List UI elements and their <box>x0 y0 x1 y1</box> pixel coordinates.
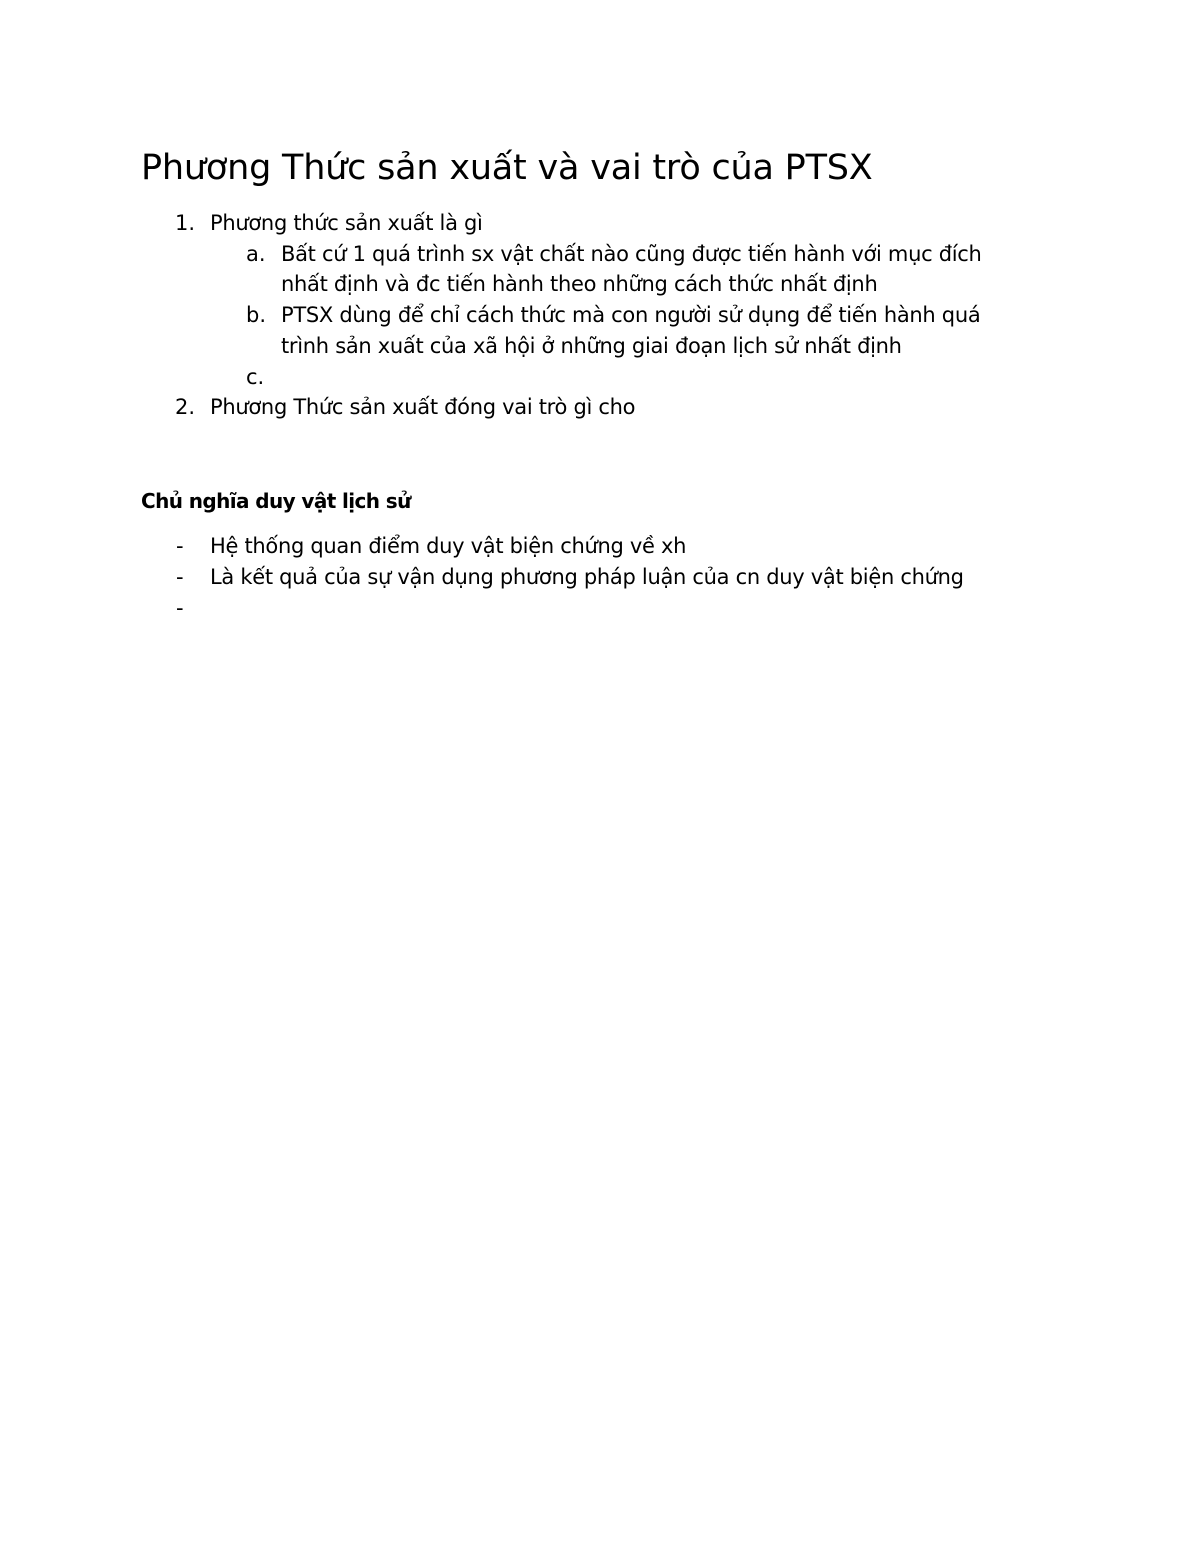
bullet-item-1: Hệ thống quan điểm duy vật biện chứng về xh <box>210 534 687 558</box>
section-heading: Chủ nghĩa duy vật lịch sử <box>141 489 411 513</box>
bullet-marker: - <box>176 534 184 558</box>
bullet-item-2: Là kết quả của sự vận dụng phương pháp luận của cn duy vật biện chứng <box>210 565 964 589</box>
sub-marker-b: b. <box>246 303 267 327</box>
document-title: Phương Thức sản xuất và vai trò của PTSX <box>141 148 873 188</box>
list-marker-1: 1. <box>175 211 196 235</box>
sub-marker-c: c. <box>246 365 265 389</box>
sub-marker-a: a. <box>246 242 266 266</box>
list-marker-2: 2. <box>175 395 196 419</box>
sub-item-b-line-1: PTSX dùng để chỉ cách thức mà con người sử dụng để tiến hành quá <box>281 303 981 327</box>
sub-item-a-line-1: Bất cứ 1 quá trình sx vật chất nào cũng được tiến hành với mục đích <box>281 242 982 266</box>
bullet-marker: - <box>176 596 184 620</box>
sub-item-b-line-2: trình sản xuất của xã hội ở những giai đoạn lịch sử nhất định <box>281 334 902 358</box>
list-item-1: Phương thức sản xuất là gì <box>210 211 483 235</box>
bullet-marker: - <box>176 565 184 589</box>
list-item-2: Phương Thức sản xuất đóng vai trò gì cho <box>210 395 636 419</box>
sub-item-a-line-2: nhất định và đc tiến hành theo những cách thức nhất định <box>281 272 878 296</box>
